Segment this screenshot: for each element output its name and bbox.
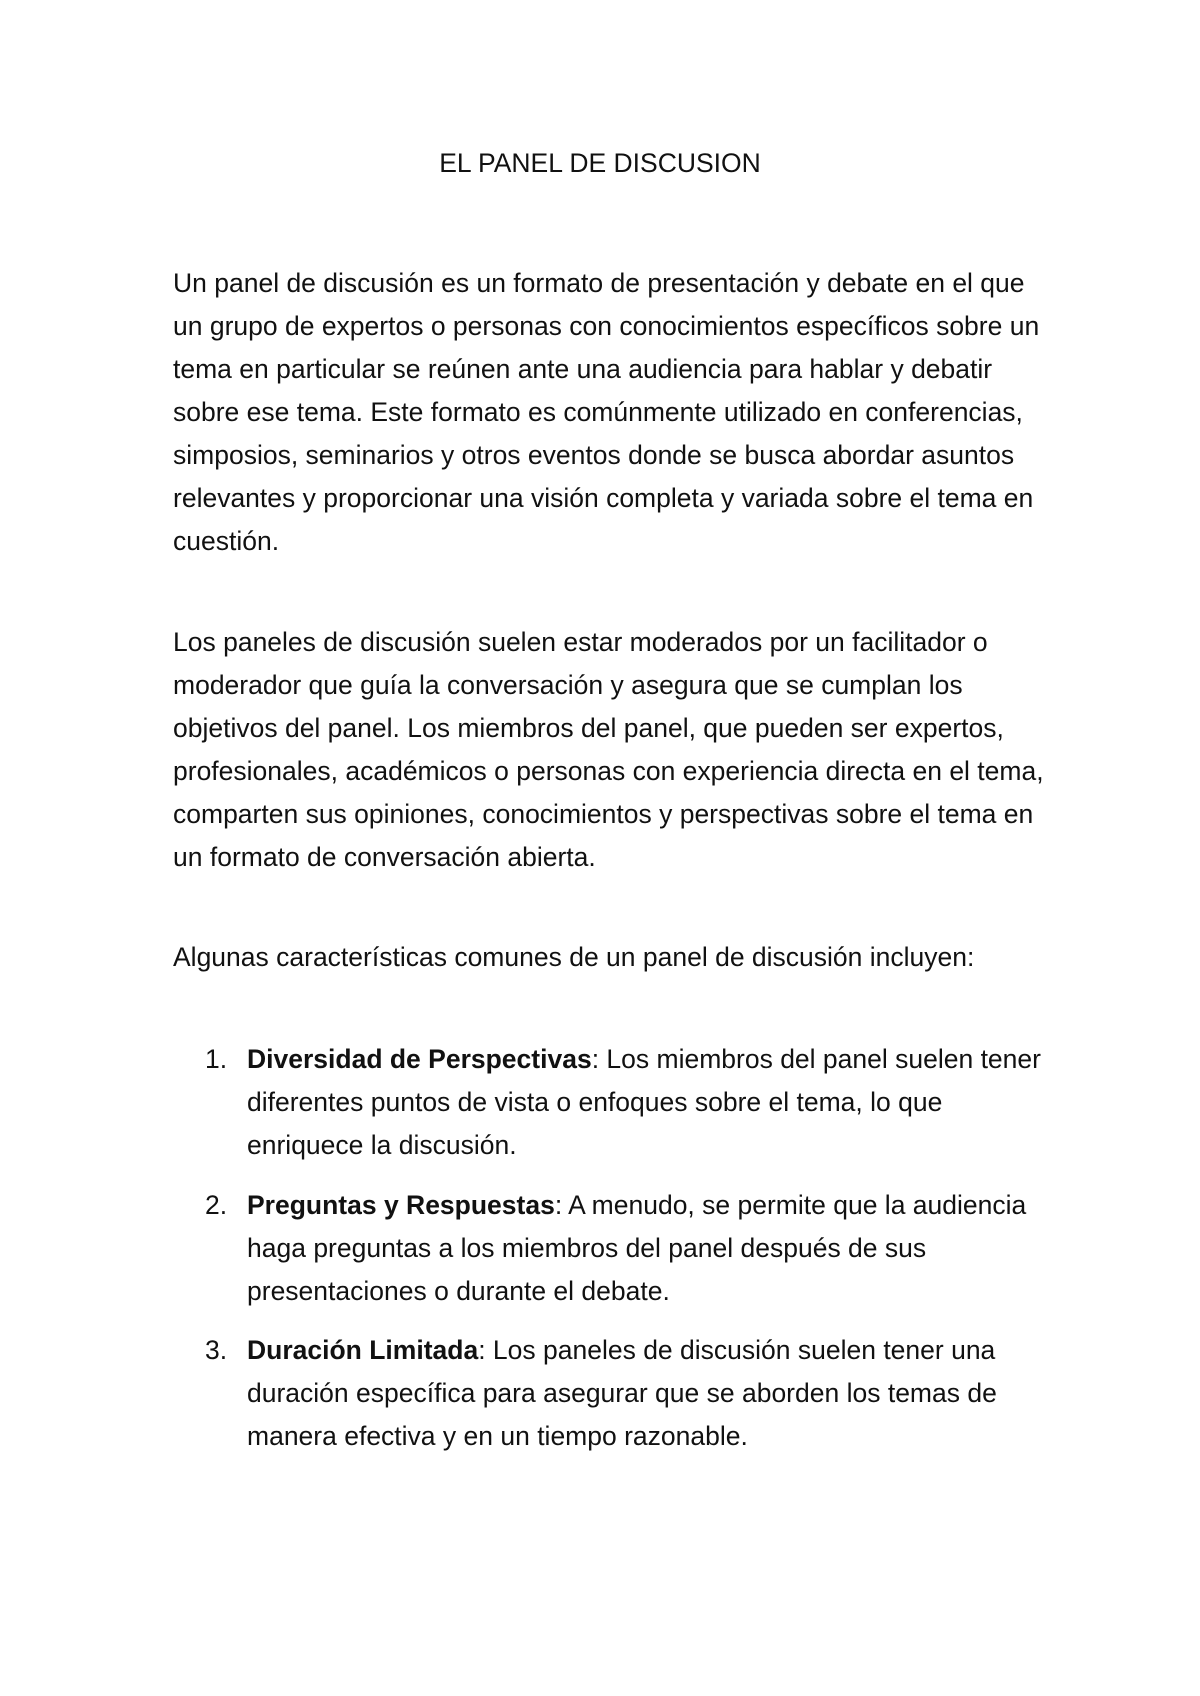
paragraph-list-intro: Algunas características comunes de un panel de discusión incluyen: [173, 942, 975, 972]
list-item-content [247, 1184, 1047, 1313]
list-item-text: : A menudo, se permite que la audiencia haga preguntas a los miembros del panel después de sus presentaciones o durante el debate. [247, 1190, 1027, 1306]
list-item-text: : Los paneles de discusión suelen tener una duración específica para asegurar que se aborden los temas de manera efectiva y en un tiempo razonable. [247, 1335, 997, 1451]
list-item-text: : Los miembros del panel suelen tener diferentes puntos de vista o enfoques sobre el tema, lo que enriquece la discusión. [247, 1044, 1041, 1160]
list-item [173, 1184, 1053, 1313]
list-item-term: Preguntas y Respuestas [247, 1190, 555, 1220]
paragraph-intro: Un panel de discusión es un formato de presentación y debate en el que un grupo de expertos o personas con conocimientos específicos sobre un tema en particular se reúnen ante una audiencia para hablar y debatir sobre ese tema. Este formato es comúnmente utilizado en conferencias, simposios, seminarios y otros eventos donde se busca abordar asuntos relevantes y proporcionar una visión completa y variada sobre el tema en cuestión. [173, 268, 1040, 556]
list-number: 2. [205, 1190, 228, 1220]
list-item [173, 1038, 1053, 1167]
list-item [173, 1329, 1053, 1458]
list-item-content [247, 1329, 1047, 1458]
list-item-content [247, 1038, 1047, 1167]
list-number: 1. [205, 1044, 228, 1074]
list-item-term: Duración Limitada [247, 1335, 479, 1365]
list-number: 3. [205, 1335, 228, 1365]
document-title: EL PANEL DE DISCUSION [439, 148, 761, 178]
paragraph-moderation: Los paneles de discusión suelen estar moderados por un facilitador o moderador que guía la conversación y asegura que se cumplan los objetivos del panel. Los miembros del panel, que pueden ser expertos, profesionales, académicos o personas con experiencia directa en el tema, comparten sus opiniones, conocimientos y perspectivas sobre el tema en un formato de conversación abierta. [173, 627, 1044, 872]
list-item-term: Diversidad de Perspectivas [247, 1044, 592, 1074]
